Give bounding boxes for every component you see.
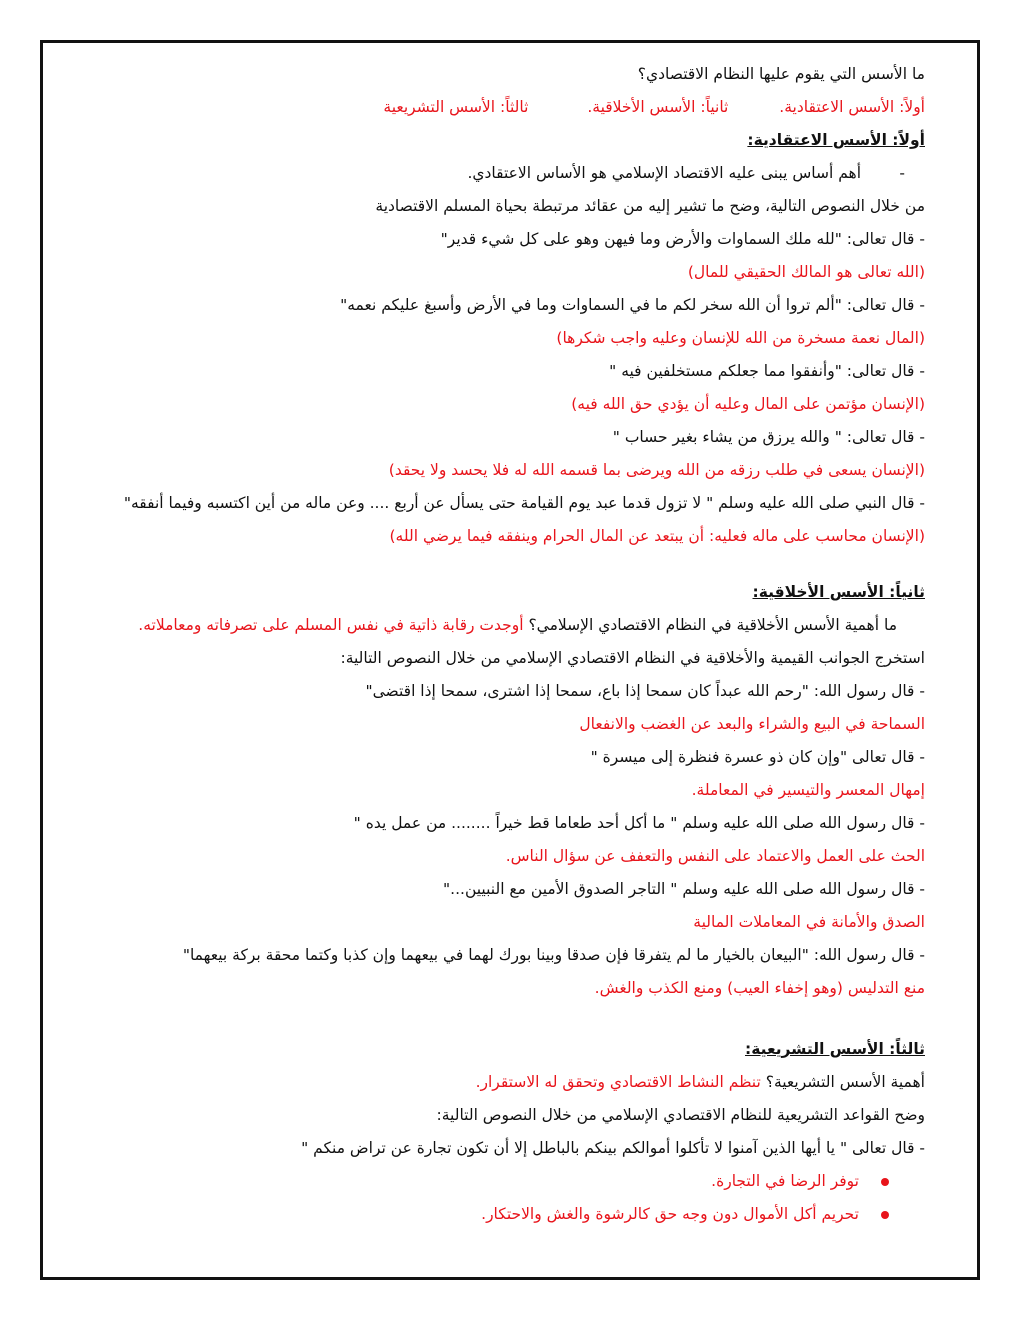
section2-question: ما أهمية الأسس الأخلاقية في النظام الاقتصادي الإسلامي؟	[528, 616, 897, 634]
section3-bullet-item	[100, 1198, 925, 1231]
section2-item-text: - قال رسول الله صلى الله عليه وسلم " التاجر الصدوق الأمين مع النبيين..."	[443, 880, 925, 898]
section3-bullet-item	[100, 1165, 925, 1198]
section2-item-text: - قال رسول الله صلى الله عليه وسلم " ما أكل أحد طعاما قط خيراً ........ من عمل يده "	[353, 814, 925, 832]
section1-item-text: - قال تعالى: "لله ملك السماوات والأرض وما فيهن وهو على كل شيء قدير"	[440, 230, 925, 248]
section2-item-answer: إمهال المعسر والتيسير في المعاملة.	[691, 781, 925, 799]
section1-item-text: - قال النبي صلى الله عليه وسلم " لا تزول قدما عبد يوم القيامة حتى يسأل عن أربع .... وعن ماله من أين اكتسبه وفيما أنفقه"	[123, 494, 925, 512]
dash-marker: -	[899, 164, 905, 182]
section1-dash-line	[100, 157, 925, 190]
section2-item-text: - قال تعالى "وإن كان ذو عسرة فنظرة إلى ميسرة "	[590, 748, 925, 766]
section3-question-line	[100, 1066, 925, 1099]
pillar-third: ثالثاً: الأسس التشريعية	[383, 98, 529, 116]
section2-item-text: - قال رسول الله: "رحم الله عبداً كان سمحا إذا باع، سمحا إذا اشترى، سمحا إذا اقتضى"	[365, 682, 925, 700]
section1-item-text: - قال تعالى: " والله يرزق من يشاء بغير حساب "	[612, 428, 925, 446]
worksheet-content	[100, 58, 925, 1231]
section1-item-answer: (الإنسان مؤتمن على المال وعليه أن يؤدي حق الله فيه)	[571, 395, 925, 413]
section2-item-answer: منع التدليس (وهو إخفاء العيب) ومنع الكذب والغش.	[594, 979, 925, 997]
section3-bullet-text: تحريم أكل الأموال دون وجه حق كالرشوة والغش والاحتكار.	[481, 1205, 859, 1223]
section1-item-text: - قال تعالى: "ألم تروا أن الله سخر لكم ما في السماوات وما في الأرض وأسبغ عليكم نعمه"	[340, 296, 925, 314]
section1-item-answer: (الإنسان محاسب على ماله فعليه: أن يبتعد عن المال الحرام وينفقه فيما يرضي الله)	[389, 527, 925, 545]
section2-item-answer: السماحة في البيع والشراء والبعد عن الغضب والانفعال	[579, 715, 925, 733]
intro-question: ما الأسس التي يقوم عليها النظام الاقتصادي؟	[637, 65, 925, 83]
section3-verse: - قال تعالى " يا أيها الذين آمنوا لا تأكلوا أموالكم بينكم بالباطل إلا أن تكون تجارة عن تراض منكم "	[301, 1139, 925, 1157]
section3-question: أهمية الأسس التشريعية؟	[765, 1073, 925, 1091]
section3-instruction: وضح القواعد التشريعية للنظام الاقتصادي الإسلامي من خلال النصوص التالية:	[436, 1106, 925, 1124]
section1-dash-text: أهم أساس يبنى عليه الاقتصاد الإسلامي هو الأساس الاعتقادي.	[467, 164, 861, 182]
bullet-dot-icon	[881, 1178, 889, 1186]
section1-item-text: - قال تعالى: "وأنفقوا مما جعلكم مستخلفين فيه "	[609, 362, 925, 380]
section1-item-answer: (المال نعمة مسخرة من الله للإنسان وعليه واجب شكرها)	[556, 329, 925, 347]
pillar-first: أولاً: الأسس الاعتقادية.	[779, 98, 925, 116]
section1-heading: أولاً: الأسس الاعتقادية:	[747, 131, 925, 149]
section1-item-answer: (الله تعالى هو المالك الحقيقي للمال)	[687, 263, 925, 281]
section2-item-answer: الصدق والأمانة في المعاملات المالية	[693, 913, 925, 931]
section1-item-answer: (الإنسان يسعى في طلب رزقه من الله ويرضى بما قسمه الله له فلا يحسد ولا يحقد)	[388, 461, 925, 479]
section2-question-answer: أوجدت رقابة ذاتية في نفس المسلم على تصرفاته ومعاملاته.	[138, 616, 524, 634]
section2-item-answer: الحث على العمل والاعتماد على النفس والتعفف عن سؤال الناس.	[505, 847, 925, 865]
section1-instruction: من خلال النصوص التالية، وضح ما تشير إليه من عقائد مرتبطة بحياة المسلم الاقتصادية	[375, 197, 925, 215]
pillar-second: ثانياً: الأسس الأخلاقية.	[587, 98, 729, 116]
section2-question-line	[100, 609, 925, 642]
section3-heading: ثالثاً: الأسس التشريعية:	[745, 1040, 925, 1058]
section2-instruction: استخرج الجوانب القيمية والأخلاقية في النظام الاقتصادي الإسلامي من خلال النصوص التالية:	[340, 649, 925, 667]
section3-question-answer: تنظم النشاط الاقتصادي وتحقق له الاستقرار.	[475, 1073, 761, 1091]
section3-bullet-text: توفر الرضا في التجارة.	[711, 1172, 859, 1190]
section2-heading: ثانياً: الأسس الأخلاقية:	[752, 583, 925, 601]
bullet-dot-icon	[881, 1211, 889, 1219]
section2-item-text: - قال رسول الله: "البيعان بالخيار ما لم يتفرقا فإن صدقا وبينا بورك لهما في بيعهما وإن كذبا وكتما محقة بركة بيعهما"	[182, 946, 925, 964]
pillars-list	[100, 91, 925, 124]
